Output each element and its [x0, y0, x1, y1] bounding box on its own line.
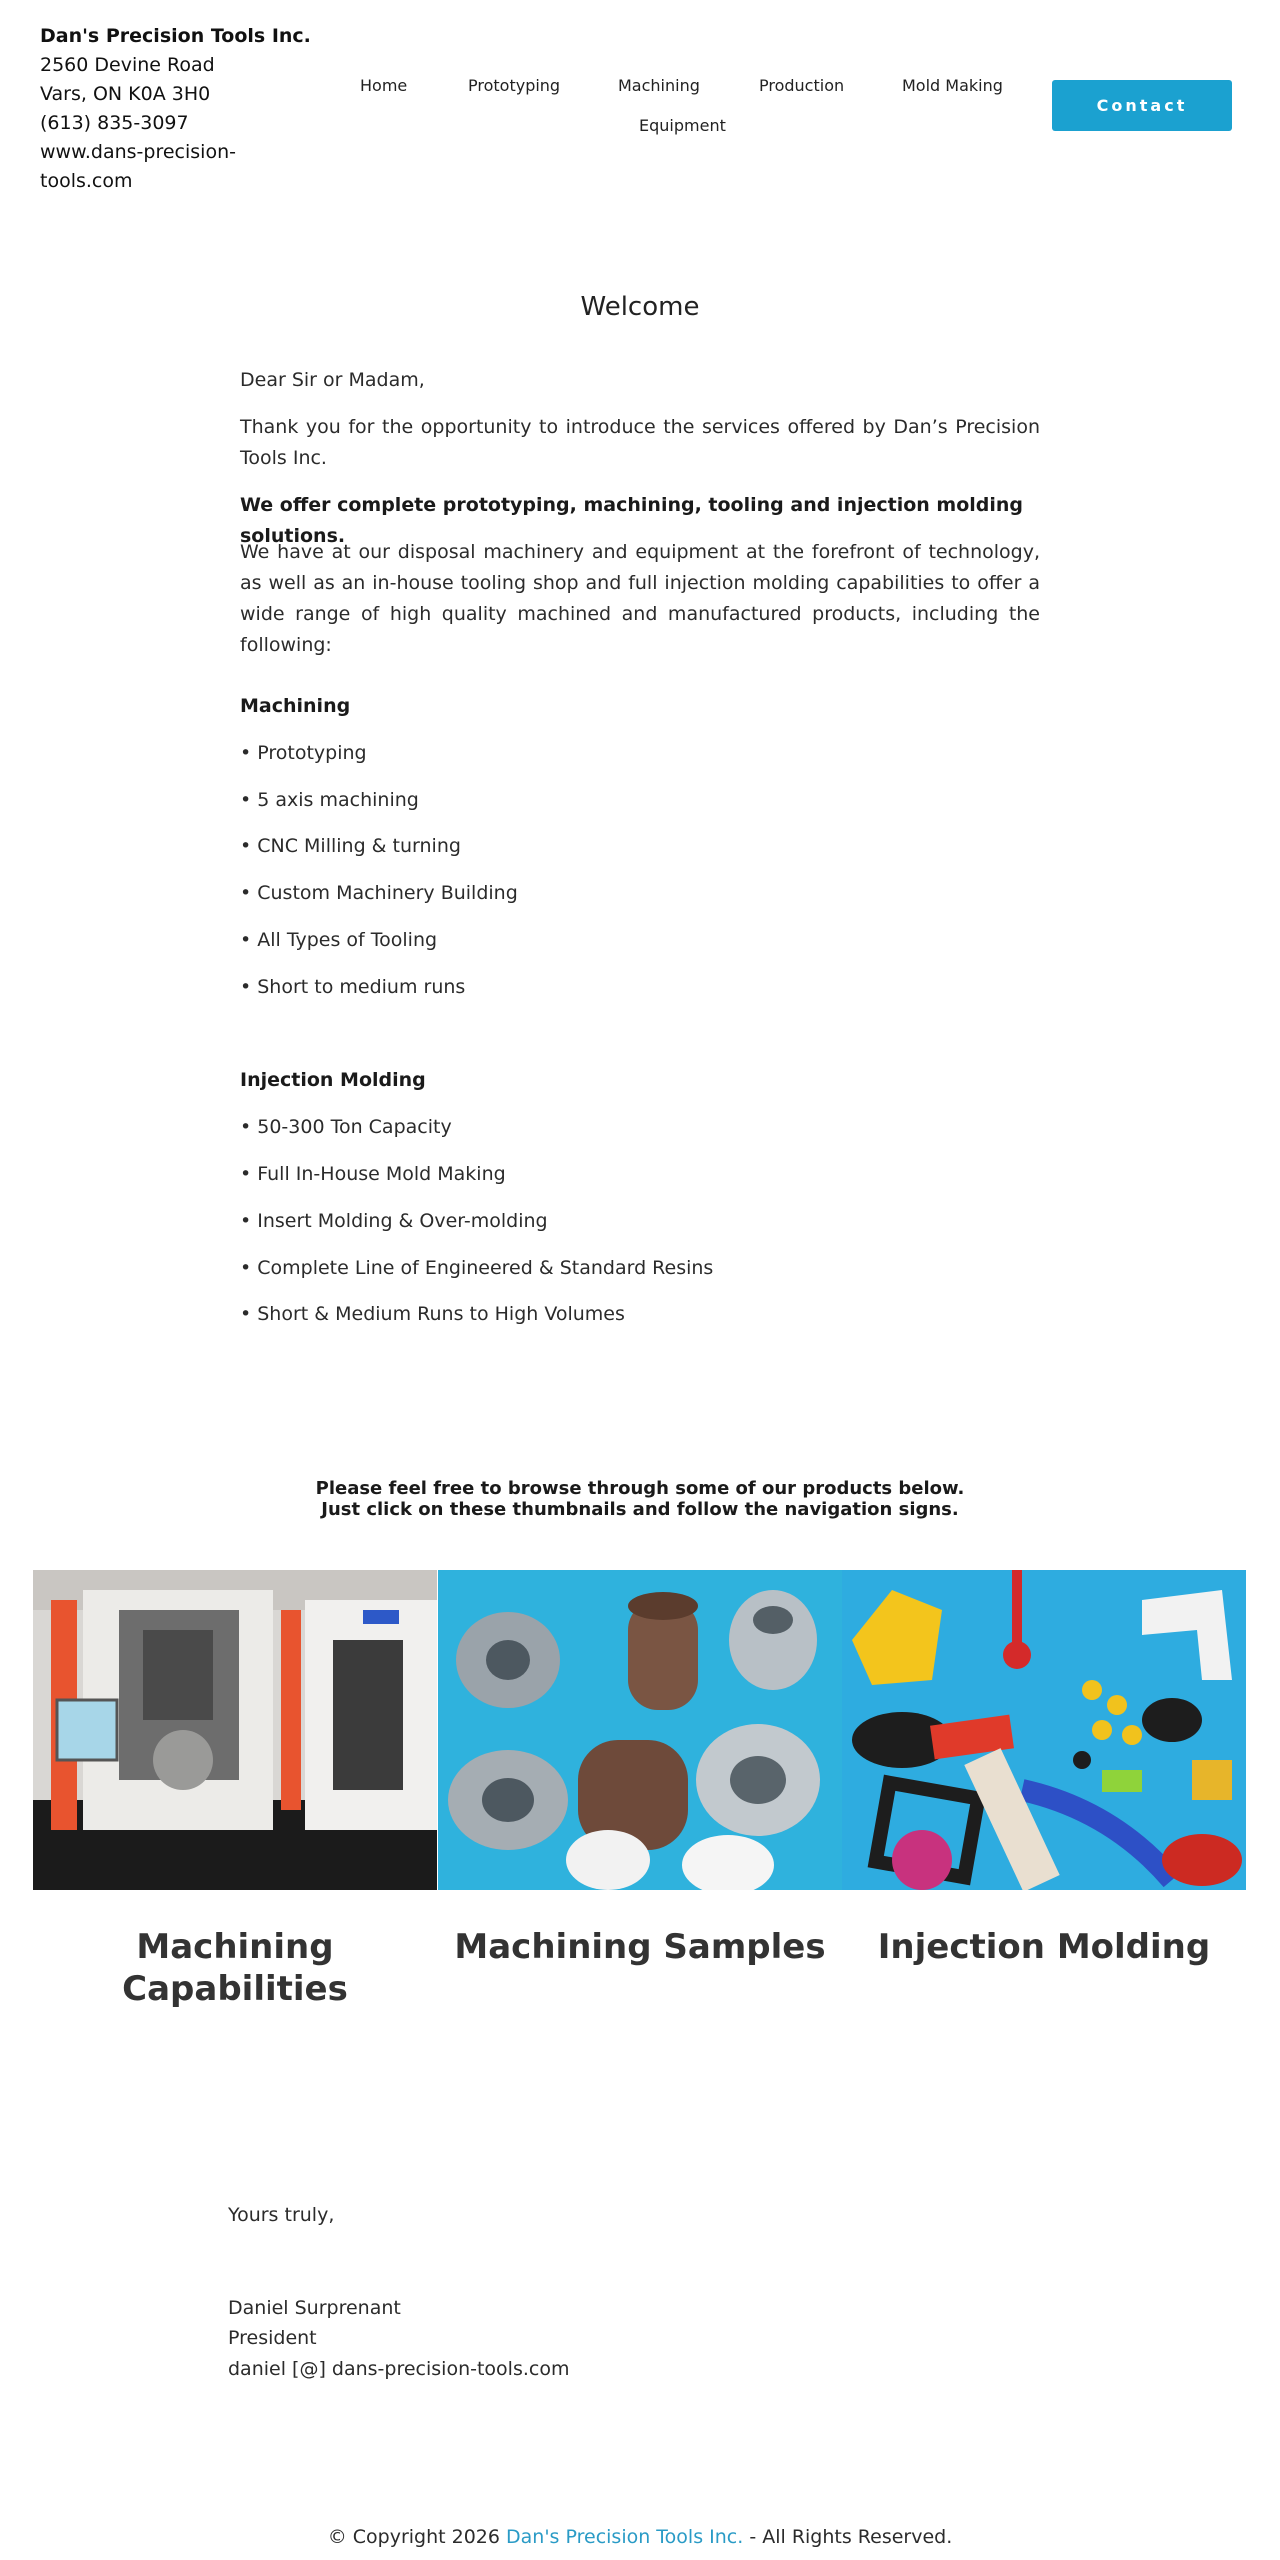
- browse-line-1: Please feel free to browse through some of our products below.: [315, 1478, 965, 1499]
- list-item: • 5 axis machining: [240, 789, 419, 811]
- list-item: • Complete Line of Engineered & Standard Resins: [240, 1257, 714, 1279]
- injection-molding-heading: Injection Molding: [240, 1069, 426, 1091]
- list-item: • Short to medium runs: [240, 976, 466, 998]
- list-item: • CNC Milling & turning: [240, 835, 461, 857]
- nav-home[interactable]: Home: [360, 76, 408, 95]
- intro-paragraph: Thank you for the opportunity to introduce the services offered by Dan’s Precision Tools Inc.: [240, 416, 1040, 469]
- nav-production[interactable]: Production: [759, 76, 845, 95]
- list-item: • Short & Medium Runs to High Volumes: [240, 1303, 625, 1325]
- molded-parts-image: [842, 1570, 1246, 1890]
- list-item: • All Types of Tooling: [240, 929, 438, 951]
- injection-molding-title[interactable]: Injection Molding: [877, 1927, 1211, 1967]
- injection-molding-thumbnail[interactable]: [842, 1570, 1246, 1890]
- machining-capabilities-thumbnail[interactable]: [33, 1570, 437, 1890]
- signer-email: daniel [@] dans-precision-tools.com: [228, 2358, 570, 2380]
- contact-button[interactable]: Contact: [1052, 80, 1232, 131]
- machining-samples-title[interactable]: Machining Samples: [454, 1927, 826, 1967]
- cnc-machine-image: [33, 1570, 437, 1890]
- list-item: • Insert Molding & Over-molding: [240, 1210, 548, 1232]
- signer-role: President: [228, 2327, 317, 2349]
- signoff: Yours truly,: [228, 2204, 335, 2226]
- nav-equipment[interactable]: Equipment: [639, 116, 726, 135]
- address-line-1: 2560 Devine Road: [40, 54, 215, 76]
- website-line-1: www.dans-precision-: [40, 141, 236, 163]
- footer-company-link[interactable]: Dan's Precision Tools Inc.: [506, 2526, 744, 2548]
- machining-capabilities-title[interactable]: [33, 1926, 437, 2010]
- company-info: [40, 22, 311, 196]
- salutation: Dear Sir or Madam,: [240, 369, 425, 391]
- browse-line-2: Just click on these thumbnails and follow the navigation signs.: [321, 1499, 959, 1520]
- offer-statement: We offer complete prototyping, machining, tooling and injection molding solutions.: [240, 494, 1024, 547]
- nav-prototyping[interactable]: Prototyping: [468, 76, 561, 95]
- list-item: • Full In-House Mold Making: [240, 1163, 506, 1185]
- address-line-2: Vars, ON K0A 3H0: [40, 83, 211, 105]
- machined-parts-image: [438, 1570, 842, 1890]
- title-line-1: Machining: [136, 1927, 334, 1967]
- website-line-2: tools.com: [40, 170, 133, 192]
- nav-mold-making[interactable]: Mold Making: [902, 76, 1003, 95]
- list-item: • 50-300 Ton Capacity: [240, 1116, 452, 1138]
- machining-samples-thumbnail[interactable]: [438, 1570, 842, 1890]
- footer-copyright: [0, 2526, 1280, 2548]
- phone-number: (613) 835-3097: [40, 112, 189, 134]
- machining-heading: Machining: [240, 695, 351, 717]
- title-line-2: Capabilities: [122, 1969, 348, 2009]
- company-name: Dan's Precision Tools Inc.: [40, 25, 311, 47]
- list-item: • Prototyping: [240, 742, 367, 764]
- description-paragraph: We have at our disposal machinery and equipment at the forefront of technology, as well as an in-house tooling shop and full injection molding capabilities to offer a wide range of high quality machined and manufactured products, including the following:: [240, 541, 1040, 656]
- signer-name: Daniel Surprenant: [228, 2297, 401, 2319]
- copyright-prefix: © Copyright 2026: [327, 2526, 507, 2548]
- browse-note: [0, 1478, 1280, 1520]
- nav-machining[interactable]: Machining: [618, 76, 700, 95]
- copyright-suffix: - All Rights Reserved.: [743, 2526, 953, 2548]
- list-item: • Custom Machinery Building: [240, 882, 518, 904]
- page-title: Welcome: [580, 292, 700, 322]
